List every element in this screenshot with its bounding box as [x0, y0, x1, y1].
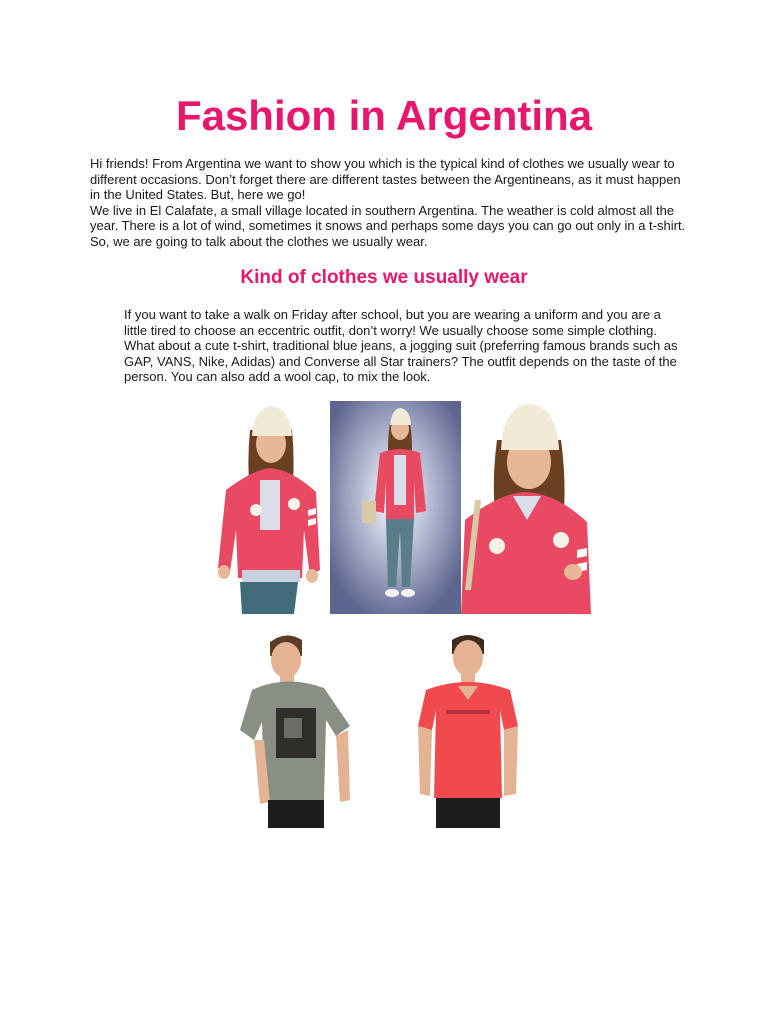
woman-pink-jacket-right-image: [461, 400, 591, 614]
section-heading: Kind of clothes we usually wear: [240, 267, 528, 288]
intro-text: [90, 156, 690, 249]
man-red-tshirt-image: [398, 630, 538, 828]
man-gray-tshirt-image: [230, 630, 380, 828]
page-title: Fashion in Argentina: [175, 92, 593, 139]
section-body: If you want to take a walk on Friday after school, but you are wearing a uniform and you are a little tired to choose an eccentric outfit, don’t worry! We usually choose some simple clothing. What about a cute t-shirt, traditional blue jeans, a jogging suit (preferring famous brands such as GAP, VANS, Nike, Adidas) and Converse all Star trainers? The outfit depends on the taste of the person. You can also add a wool cap, to mix the look.: [124, 307, 678, 384]
intro-paragraph-2: We live in El Calafate, a small village located in southern Argentina. The weather is cold almost all the year. There is a lot of wind, sometimes it snows and perhaps some days you can go out only in a t-shirt. So, we are going to talk about the clothes we usually wear.: [90, 202, 686, 249]
woman-pink-jacket-left-image: [212, 400, 324, 614]
woman-full-length-studio-image: [330, 401, 461, 614]
intro-paragraph-1: Hi friends! From Argentina we want to show you which is the typical kind of clothes we usually wear to different occasions. Don’t forget there are different tastes between the Argentineans, as it must happen in the United States. But, here we go!: [90, 156, 681, 202]
